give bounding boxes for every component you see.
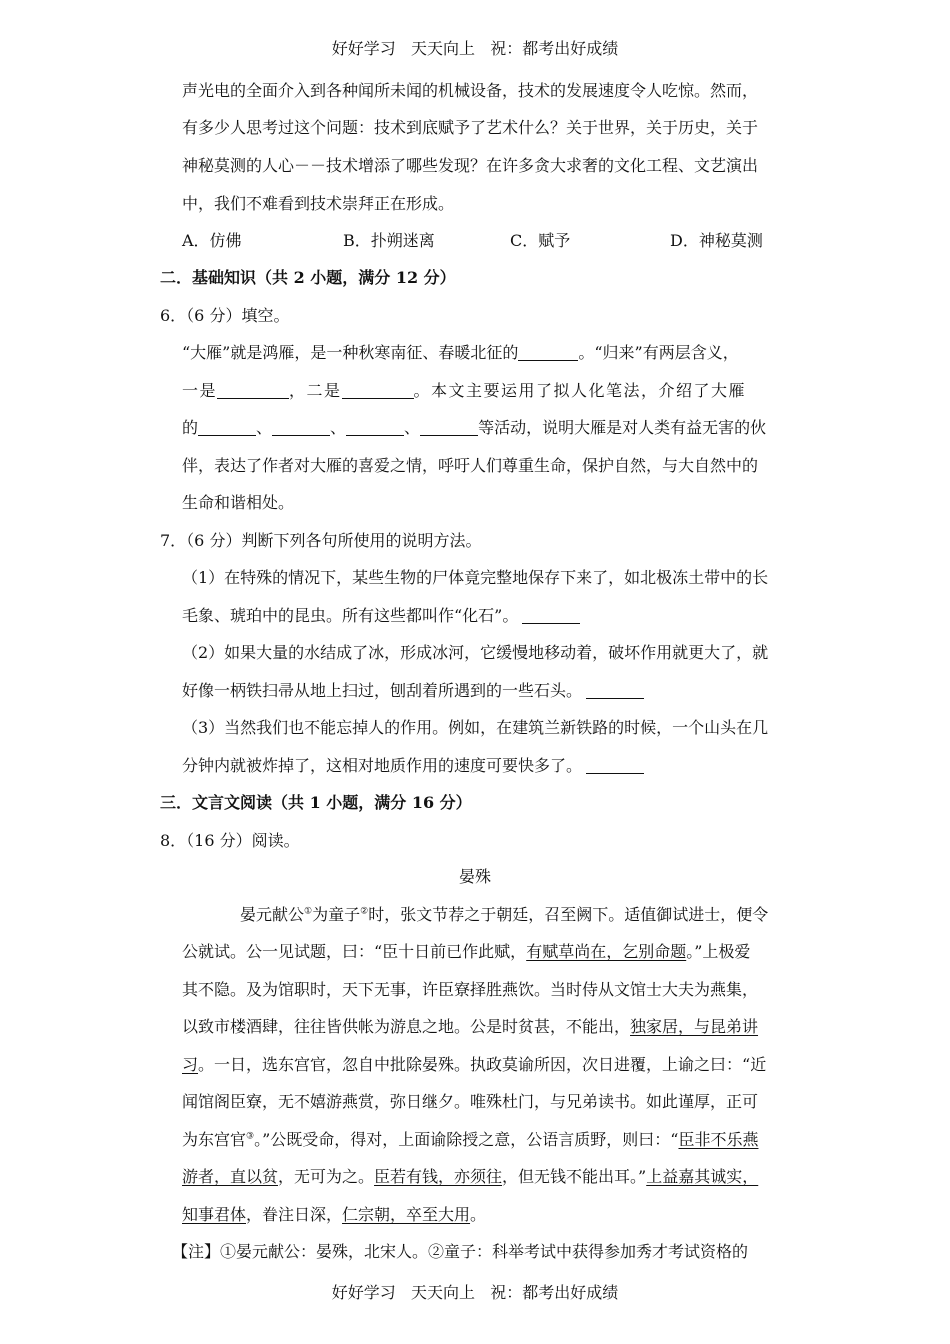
q5-passage-line-4: 中，我们不难看到技术崇拜正在形成。 bbox=[182, 194, 455, 213]
passage-line-2 bbox=[182, 941, 750, 963]
q5-option-c: C．赋予 bbox=[510, 231, 571, 250]
answer-blank[interactable] bbox=[346, 419, 404, 436]
passage-text: ，眷注日深， bbox=[246, 1205, 343, 1224]
q7-text: 分钟内就被炸掉了，这相对地质作用的速度可要快多了。 bbox=[182, 756, 583, 775]
q6-line-1 bbox=[182, 342, 739, 364]
underlined-phrase: 臣非不乐燕 bbox=[678, 1130, 759, 1149]
passage-text: 。一日，选东宫官，忽自中批除晏殊。执政莫谕所因，次日进覆，上谕之曰：“近 bbox=[198, 1055, 767, 1074]
passage-line-5 bbox=[182, 1054, 766, 1076]
q6-text: 的 bbox=[182, 418, 199, 437]
q6-text: 一是 bbox=[182, 381, 218, 400]
q6-text: 。“归来”有两层含义， bbox=[578, 343, 739, 362]
underlined-phrase: 知事君体 bbox=[182, 1205, 247, 1224]
passage-text: 以致市楼酒肆，往往皆供帐为游息之地。公是时贫甚，不能出， bbox=[182, 1017, 631, 1036]
q5-passage-line-1: 声光电的全面介入到各种闻所未闻的机械设备，技术的发展速度令人吃惊。然而， bbox=[182, 81, 759, 100]
section-3-title: 三．文言文阅读（共 1 小题，满分 16 分） bbox=[160, 793, 472, 812]
passage-text: 。”上极爱 bbox=[686, 942, 751, 961]
underlined-phrase: 有赋草尚在，乞别命题 bbox=[526, 942, 687, 961]
underlined-phrase: 独家居，与昆弟讲 bbox=[630, 1017, 759, 1036]
passage-text: 时，张文节荐之于朝廷，召至阙下。适值御试进士，便令 bbox=[368, 905, 769, 924]
passage-text: ，无可为之。 bbox=[278, 1167, 375, 1186]
passage-line-6: 闻馆阁臣寮，无不嬉游燕赏，弥日继夕。唯殊杜门，与兄弟读书。如此谨厚，正可 bbox=[182, 1092, 759, 1111]
q5-passage-line-2: 有多少人思考过这个问题：技术到底赋予了艺术什么？关于世界，关于历史，关于 bbox=[182, 118, 759, 137]
q5-option-a: A．仿佛 bbox=[182, 231, 242, 250]
passage-line-4 bbox=[182, 1016, 758, 1038]
q7-sentence-3a: （3）当然我们也不能忘掉人的作用。例如，在建筑兰新铁路的时候，一个山头在几 bbox=[182, 718, 769, 737]
q6-stem: 6．（6 分）填空。 bbox=[160, 306, 290, 325]
q7-sentence-1a: （1）在特殊的情况下，某些生物的尸体竟完整地保存下来了，如北极冻土带中的长 bbox=[182, 568, 769, 587]
q6-text: 、 bbox=[256, 418, 273, 437]
passage-line-1 bbox=[240, 904, 768, 926]
q6-line-2 bbox=[182, 380, 746, 402]
underlined-phrase: 游者，直以贫 bbox=[182, 1167, 279, 1186]
q5-option-d: D．神秘莫测 bbox=[670, 231, 763, 250]
footnote-marker: ② bbox=[360, 906, 369, 917]
underlined-phrase: 上益嘉其诚实， bbox=[646, 1167, 759, 1186]
q7-sentence-2b bbox=[182, 680, 644, 702]
q7-sentence-1b bbox=[182, 605, 580, 627]
answer-blank[interactable] bbox=[198, 419, 256, 436]
answer-blank[interactable] bbox=[518, 344, 578, 361]
page-footer: 好好学习 天天向上 祝：都考出好成绩 bbox=[331, 1283, 619, 1302]
q5-passage-line-3: 神秘莫测的人心－－技术增添了哪些发现？在许多贪大求奢的文化工程、文艺演出 bbox=[182, 156, 759, 175]
footnote-marker: ① bbox=[304, 906, 313, 917]
q8-stem: 8．（16 分）阅读。 bbox=[160, 831, 300, 850]
q7-text: 好像一柄铁扫帚从地上扫过，刨刮着所遇到的一些石头。 bbox=[182, 681, 583, 700]
passage-text: 晏元献公 bbox=[240, 905, 305, 924]
passage-line-7 bbox=[182, 1129, 758, 1151]
passage-text: 公就试。公一见试题，曰：“臣十日前已作此赋， bbox=[182, 942, 527, 961]
passage-note: 【注】①晏元献公：晏殊，北宋人。②童子：科举考试中获得参加秀才考试资格的 bbox=[172, 1242, 749, 1261]
q7-sentence-3b bbox=[182, 755, 644, 777]
answer-blank[interactable] bbox=[586, 682, 644, 699]
q6-text: “大雁”就是鸿雁，是一种秋寒南征、春暖北征的 bbox=[182, 343, 519, 362]
answer-blank[interactable] bbox=[522, 607, 580, 624]
q6-text: 等活动，说明大雁是对人类有益无害的伙 bbox=[478, 418, 767, 437]
section-2-title: 二．基础知识（共 2 小题，满分 12 分） bbox=[160, 268, 456, 287]
q6-text: 。本文主要运用了拟人化笔法，介绍了大雁 bbox=[413, 381, 747, 400]
q6-line-4: 伴，表达了作者对大雁的喜爱之情，呼吁人们尊重生命，保护自然，与大自然中的 bbox=[182, 456, 759, 475]
passage-text: 为东宫官 bbox=[182, 1130, 247, 1149]
q6-text: 、 bbox=[404, 418, 421, 437]
answer-blank[interactable] bbox=[272, 419, 330, 436]
passage-text: 。”公既受命，得对，上面谕除授之意，公语言质野，则曰：“ bbox=[254, 1130, 679, 1149]
q6-text: 、 bbox=[330, 418, 347, 437]
passage-text: ，但无钱不能出耳。” bbox=[502, 1167, 647, 1186]
answer-blank[interactable] bbox=[420, 419, 478, 436]
passage-title: 晏殊 bbox=[458, 867, 491, 886]
q6-line-5: 生命和谐相处。 bbox=[182, 493, 295, 512]
underlined-phrase: 仁宗朝，卒至大用 bbox=[342, 1205, 471, 1224]
underlined-phrase: 习 bbox=[182, 1055, 199, 1074]
answer-blank[interactable] bbox=[586, 757, 644, 774]
underlined-phrase: 臣若有钱，亦须往 bbox=[374, 1167, 503, 1186]
q7-sentence-2a: （2）如果大量的水结成了冰，形成冰河，它缓慢地移动着，破坏作用就更大了，就 bbox=[182, 643, 769, 662]
answer-blank[interactable] bbox=[217, 382, 289, 399]
answer-blank[interactable] bbox=[342, 382, 414, 399]
passage-text: 为童子 bbox=[312, 905, 361, 924]
passage-text: 。 bbox=[470, 1205, 487, 1224]
q6-text: ，二是 bbox=[289, 381, 342, 400]
page-header: 好好学习 天天向上 祝：都考出好成绩 bbox=[331, 39, 619, 58]
q7-text: 毛象、琥珀中的昆虫。所有这些都叫作“化石”。 bbox=[182, 606, 519, 625]
passage-line-3: 其不隐。及为馆职时，天下无事，许臣寮择胜燕饮。当时侍从文馆士大夫为燕集， bbox=[182, 980, 759, 999]
passage-line-8 bbox=[182, 1166, 758, 1188]
q5-option-b: B．扑朔迷离 bbox=[343, 231, 435, 250]
footnote-marker: ③ bbox=[246, 1131, 255, 1142]
q6-line-3 bbox=[182, 417, 766, 439]
passage-line-9 bbox=[182, 1204, 486, 1226]
q7-stem: 7．（6 分）判断下列各句所使用的说明方法。 bbox=[160, 531, 482, 550]
